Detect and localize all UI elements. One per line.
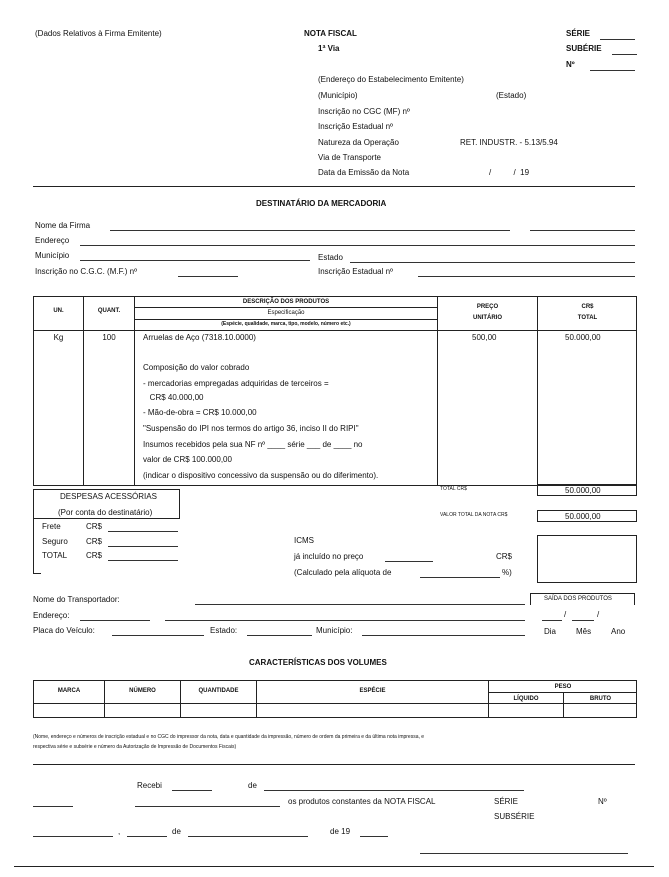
frete-cr: CR$	[86, 522, 103, 531]
vol-col-1	[104, 680, 105, 718]
destinatario-title: DESTINATÁRIO DA MERCADORIA	[256, 199, 387, 208]
despesas-title: DESPESAS ACESSÓRIAS	[60, 492, 157, 501]
emitter-ie: Inscrição Estadual nº	[318, 122, 393, 131]
row-quant: 100	[102, 333, 116, 342]
vol-col-2	[180, 680, 181, 718]
cgc-field[interactable]	[178, 276, 238, 277]
volumes-title: CARACTERÍSTICAS DOS VOLUMES	[249, 658, 387, 667]
icms-valor-field[interactable]	[385, 561, 433, 562]
vol-liquido: LÍQUIDO	[513, 696, 539, 702]
transp-estado-field[interactable]	[247, 635, 312, 636]
row-preco: 500,00	[472, 333, 497, 342]
saida-dia-field[interactable]	[542, 620, 562, 621]
via-transporte-label: Via de Transporte	[318, 153, 382, 162]
recebi-label: Recebi	[137, 781, 162, 790]
transp-endereco-field[interactable]	[80, 620, 150, 621]
subserie-field[interactable]	[612, 54, 637, 55]
volumes-row-divider	[33, 703, 637, 704]
despesas-subtitle: (Por conta do destinatário)	[58, 508, 153, 517]
icms-pct: %)	[502, 568, 512, 577]
note-line: "Suspensão do IPI nos termos do artigo 36, inciso II do RIPI"	[143, 424, 359, 433]
saida-bracket-top	[530, 593, 635, 594]
despesas-bracket-foot	[33, 573, 41, 574]
icms-incluido: já incluído no preço	[294, 552, 364, 561]
seguro-label: Seguro	[42, 537, 68, 546]
emitter-cgc: Inscrição no CGC (MF) nº	[318, 107, 410, 116]
saida-mes: Mês	[576, 627, 592, 636]
estado-label: Estado	[318, 253, 343, 262]
despesas-left-bracket	[33, 519, 34, 573]
note-line: (indicar o dispositivo concessivo da suspensão ou do diferimento).	[143, 471, 379, 480]
transp-municipio-label: Município:	[316, 626, 353, 635]
desc-sub-divider-2	[134, 319, 437, 320]
receipt-no: Nº	[598, 797, 607, 806]
saida-sep-2: /	[597, 610, 600, 619]
emitter-municipio: (Município)	[318, 91, 358, 100]
receipt-field-a[interactable]	[33, 806, 73, 807]
col-preco-2: UNITÁRIO	[473, 315, 502, 321]
row-total: 50.000,00	[565, 333, 601, 342]
transportador-field[interactable]	[195, 604, 525, 605]
note-line: - mercadorias empregadas adquiridas de terceiros =	[143, 379, 329, 388]
vol-marca: MARCA	[57, 688, 81, 694]
vol-numero: NÚMERO	[129, 688, 156, 694]
serie-field[interactable]	[600, 39, 635, 40]
products-header-divider	[33, 330, 637, 331]
note-line: Composição do valor cobrado	[143, 363, 250, 372]
serie-label: SÉRIE	[566, 29, 591, 38]
recebi-field[interactable]	[172, 790, 212, 791]
produtos-label: os produtos constantes da NOTA FISCAL	[288, 797, 436, 806]
nome-firma-field[interactable]	[110, 230, 510, 231]
receipt-dia-field[interactable]	[127, 836, 167, 837]
col-total-2: TOTAL	[577, 315, 598, 321]
ie-field[interactable]	[418, 276, 635, 277]
emitter-estado: (Estado)	[496, 91, 527, 100]
vol-quantidade: QUANTIDADE	[198, 688, 239, 694]
icms-aliquota: (Calculado pela alíquota de	[294, 568, 392, 577]
numero-field[interactable]	[590, 70, 635, 71]
emitter-address: (Endereço do Estabelecimento Emitente)	[318, 75, 464, 84]
municipio-field[interactable]	[80, 260, 310, 261]
seguro-cr: CR$	[86, 537, 103, 546]
saida-bracket-left	[530, 593, 531, 605]
col-spec-sub: (Espécie, qualidade, marca, tipo, modelo, número etc.)	[221, 321, 351, 327]
receipt-field-b[interactable]	[135, 806, 280, 807]
col-desc: DESCRIÇÃO DOS PRODUTOS	[242, 299, 330, 305]
receipt-de19: de 19	[330, 827, 351, 836]
transp-endereco-label: Endereço:	[33, 611, 70, 620]
receipt-serie: SÉRIE	[494, 797, 519, 806]
col-preco: PREÇO	[476, 304, 499, 310]
saida-mes-field[interactable]	[572, 620, 594, 621]
icms-cr: CR$	[496, 552, 513, 561]
icms-title: ICMS	[294, 536, 314, 545]
saida-label: SAÍDA DOS PRODUTOS	[544, 596, 612, 602]
document-title: NOTA FISCAL	[304, 29, 357, 38]
col-total: CR$	[581, 304, 594, 310]
note-line: valor de CR$ 100.000,00	[143, 455, 232, 464]
endereco-field[interactable]	[80, 245, 635, 246]
total-despesas-label: TOTAL	[42, 551, 68, 560]
transp-municipio-field[interactable]	[362, 635, 525, 636]
icms-aliquota-field[interactable]	[420, 577, 500, 578]
col-spec: Especificação	[267, 310, 305, 316]
col-un: UN.	[53, 308, 64, 314]
footer-note-line-2: respectiva série e subsérie e número da Autorização de Impressão de Documentos Fiscais)	[33, 744, 237, 750]
total-value: 50.000,00	[565, 486, 601, 495]
vol-bruto: BRUTO	[589, 696, 612, 702]
col-divider-1	[83, 296, 84, 486]
valor-total-label: VALOR TOTAL DA NOTA CR$	[440, 512, 508, 518]
recebi-de: de	[248, 781, 257, 790]
vol-col-3	[256, 680, 257, 718]
vol-especie: ESPÉCIE	[359, 688, 386, 694]
data-emissao-label: Data da Emissão da Nota	[318, 168, 410, 177]
frete-field[interactable]	[108, 531, 178, 532]
cut-line	[14, 866, 654, 867]
nome-firma-label: Nome da Firma	[35, 221, 91, 230]
icms-box	[537, 535, 637, 583]
cgc-label: Inscrição no C.G.C. (M.F.) nº	[35, 267, 138, 276]
natureza-label: Natureza da Operação	[318, 138, 399, 147]
receipt-mes-field[interactable]	[188, 836, 308, 837]
row-desc: Arruelas de Aço (7318.10.0000)	[143, 333, 256, 342]
vol-peso: PESO	[554, 684, 572, 690]
numero-label: Nº	[566, 60, 575, 69]
emitter-note: (Dados Relativos à Firma Emitente)	[35, 29, 162, 38]
note-line: Insumos recebidos pela sua NF nº ____ série ___ de ____ no	[143, 440, 363, 449]
note-line: - Mão-de-obra = CR$ 10.000,00	[143, 408, 257, 417]
nome-firma-field-ext	[530, 230, 635, 231]
endereco-label: Endereço	[35, 236, 70, 245]
seguro-field[interactable]	[108, 546, 178, 547]
data-emissao-value: / / 19	[489, 168, 530, 177]
receipt-ano-field[interactable]	[360, 836, 388, 837]
subserie-label: SUBÉRIE	[566, 44, 602, 53]
note-line: CR$ 40.000,00	[143, 393, 204, 402]
receipt-comma: ,	[118, 827, 121, 836]
via-label: 1ª Via	[318, 44, 340, 53]
header-divider	[33, 186, 635, 187]
footer-note-line-1: (Nome, endereço e números de inscrição estadual e no CGC do impressor da nota, data e quantidade da impressão, número de ordem da primeira e da última nota impressa, e	[33, 734, 425, 740]
signature-field[interactable]	[420, 853, 628, 854]
ie-label: Inscrição Estadual nº	[318, 267, 393, 276]
valor-total-value: 50.000,00	[565, 512, 601, 521]
saida-bracket-right	[634, 593, 635, 605]
estado-field[interactable]	[350, 262, 635, 263]
col-quant: QUANT.	[97, 308, 121, 314]
col-divider-4	[537, 296, 538, 486]
transportador-label: Nome do Transportador:	[33, 595, 120, 604]
transp-endereco-field-ext	[165, 620, 525, 621]
saida-dia: Dia	[544, 627, 557, 636]
placa-field[interactable]	[112, 635, 204, 636]
frete-label: Frete	[42, 522, 61, 531]
receipt-de: de	[172, 827, 181, 836]
receipt-local-field[interactable]	[33, 836, 113, 837]
placa-label: Placa do Veículo:	[33, 626, 95, 635]
saida-sep-1: /	[564, 610, 567, 619]
municipio-label: Município	[35, 251, 70, 260]
total-despesas-field[interactable]	[108, 560, 178, 561]
total-despesas-cr: CR$	[86, 551, 103, 560]
recebi-de-field[interactable]	[264, 790, 524, 791]
peso-divider	[488, 692, 637, 693]
col-divider-3	[437, 296, 438, 486]
natureza-value: RET. INDUSTR. - 5.13/5.94	[460, 138, 558, 147]
receipt-subserie: SUBSÉRIE	[494, 812, 535, 821]
transp-estado-label: Estado:	[210, 626, 238, 635]
total-label: TOTAL CR$	[440, 486, 467, 492]
footer-divider	[33, 764, 635, 765]
row-un: Kg	[53, 333, 64, 342]
saida-ano: Ano	[611, 627, 626, 636]
desc-sub-divider-1	[134, 307, 437, 308]
